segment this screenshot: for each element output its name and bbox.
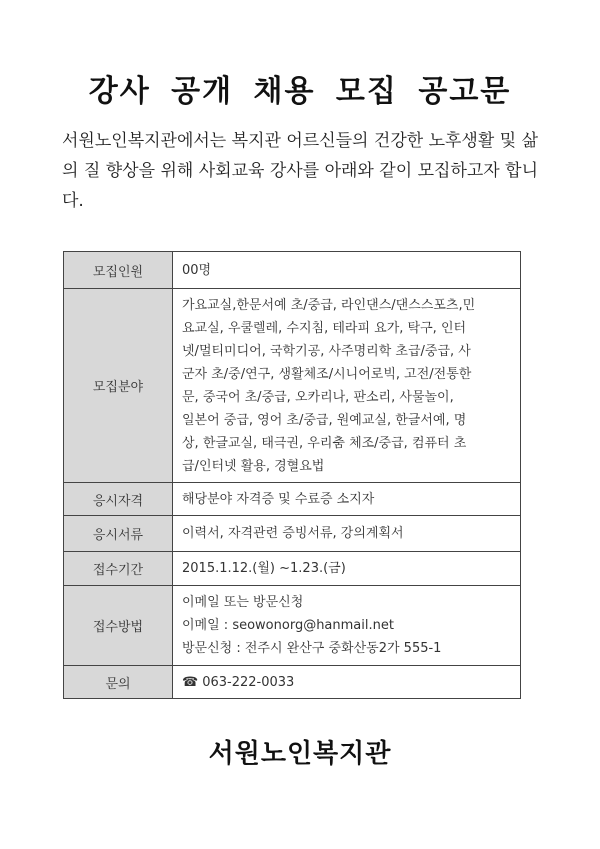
- method-line: 이메일 또는 방문신청: [182, 595, 304, 610]
- documents-value: 이력서, 자격관련 증빙서류, 강의계획서: [173, 516, 521, 552]
- telephone-icon: ☎: [182, 674, 199, 690]
- field-line: 넷/멀티미디어, 국학기공, 사주명리학 초급/중급, 사: [182, 343, 471, 359]
- period-label: 접수기간: [64, 552, 173, 586]
- field-line: 가요교실,한문서예 초/중급, 라인댄스/댄스스포츠,민: [182, 297, 476, 313]
- qualification-value: 해당분야 자격증 및 수료증 소지자: [173, 483, 521, 516]
- field-line: 상, 한글교실, 태극권, 우리춤 체조/중급, 컴퓨터 초: [182, 435, 467, 451]
- recruit-count-value: 00명: [173, 252, 521, 289]
- field-label: 모집분야: [64, 289, 173, 483]
- qualification-label: 응시자격: [64, 483, 173, 516]
- documents-label: 응시서류: [64, 516, 173, 552]
- contact-value: [173, 666, 521, 699]
- method-address-line: 방문신청 : 전주시 완산구 중화산동2가 555-1: [182, 641, 442, 656]
- field-line: 군자 초/중/연구, 생활체조/시니어로빅, 고전/전통한: [182, 366, 472, 382]
- field-line: 요교실, 우쿨렐레, 수지침, 테라피 요가, 탁구, 인터: [182, 320, 467, 336]
- table-row: [64, 289, 521, 483]
- recruit-count-label: 모집인원: [64, 252, 173, 289]
- table-row: [64, 666, 521, 699]
- method-value: [173, 586, 521, 666]
- contact-phone: 063-222-0033: [202, 674, 295, 690]
- method-email-line: 이메일 : seowonorg@hanmail.net: [182, 618, 394, 633]
- table-row: [64, 552, 521, 586]
- page-title: 강사 공개 채용 모집 공고문: [88, 74, 512, 109]
- contact-label: 문의: [64, 666, 173, 699]
- recruitment-info-table: [63, 251, 521, 699]
- table-row: [64, 483, 521, 516]
- table-row: [64, 516, 521, 552]
- intro-paragraph: 서원노인복지관에서는 복지관 어르신들의 건강한 노후생활 및 삶의 질 향상을 위해 사회교육 강사를 아래와 같이 모집하고자 합니다.: [62, 131, 538, 211]
- organization-name: 서원노인복지관: [208, 739, 392, 769]
- field-line: 급/인터넷 활용, 경혈요법: [182, 458, 325, 474]
- field-value: [173, 289, 521, 483]
- table-row: [64, 586, 521, 666]
- table-row: [64, 252, 521, 289]
- field-line: 문, 중국어 초/중급, 오카리나, 판소리, 사물놀이,: [182, 389, 454, 405]
- field-line: 일본어 중급, 영어 초/중급, 원예교실, 한글서예, 명: [182, 412, 467, 428]
- period-value: 2015.1.12.(월) ~1.23.(금): [173, 552, 521, 586]
- method-label: 접수방법: [64, 586, 173, 666]
